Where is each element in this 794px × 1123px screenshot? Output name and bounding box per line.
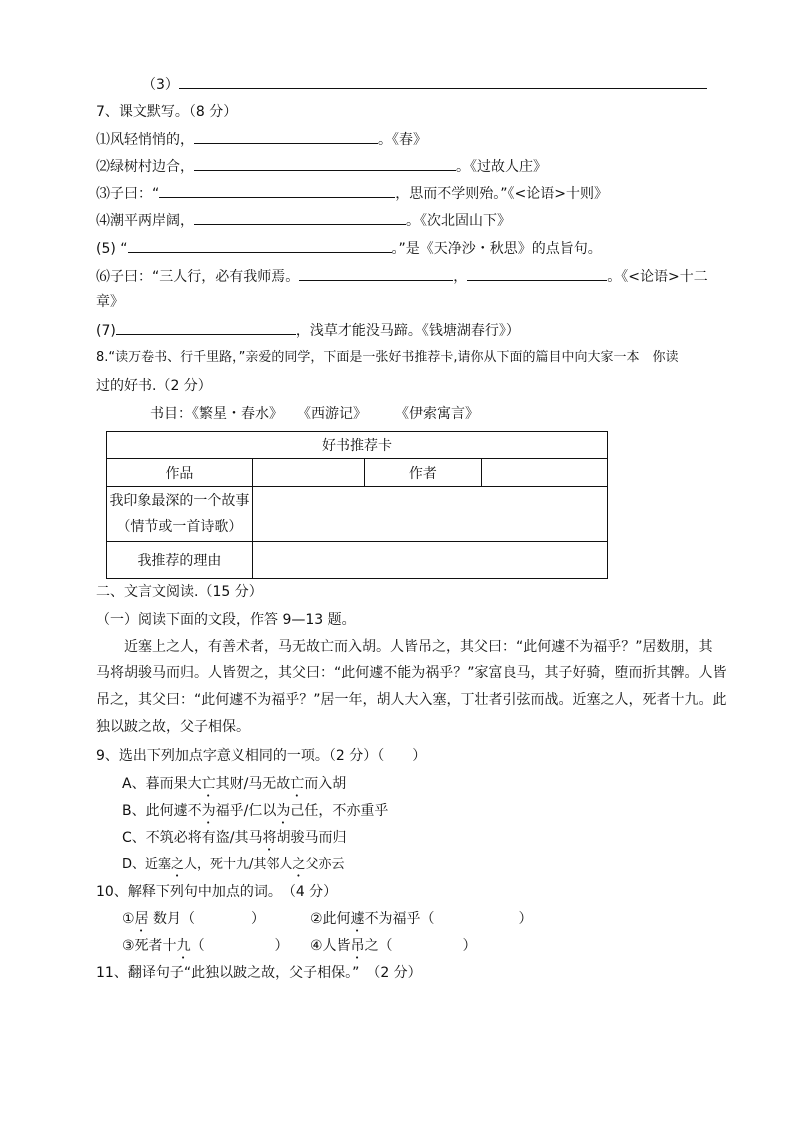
q7-item-4: ⑷潮平两岸阔， 。《次北固山下》 xyxy=(96,210,511,231)
passage-line-4: 独以跛之故，父子相保。 xyxy=(96,719,250,735)
q7-heading: 7、课文默写。（8 分） xyxy=(96,104,238,120)
story-field[interactable] xyxy=(252,487,607,542)
q7-item-1: ⑴风轻悄悄的， 。《春》 xyxy=(96,129,427,150)
work-field[interactable] xyxy=(252,459,364,487)
answer-blank[interactable] xyxy=(116,320,296,335)
answer-blank[interactable] xyxy=(159,183,395,198)
answer-blank[interactable] xyxy=(194,210,406,225)
q7-item-6: ⑹子曰：“三人行，必有我师焉。 ， 。《<论语>十二 xyxy=(96,266,708,287)
answer-blank[interactable] xyxy=(194,156,456,171)
q7-item-7: (7) ，浅草才能没马蹄。《钱塘湖春行》） xyxy=(96,320,520,341)
q10-item-2: ②此何遽不为福乎（ ） xyxy=(310,911,533,927)
q8-books: 书目：《繁星・春水》 《西游记》 《伊索寓言》 xyxy=(150,406,479,422)
answer-blank[interactable] xyxy=(467,266,607,281)
answer-blank[interactable] xyxy=(194,129,378,144)
q7-item-6-cont: 章》 xyxy=(96,294,124,310)
q9-option-a[interactable]: A、暮而果大亡其财/马无故亡而入胡 xyxy=(122,776,347,792)
q6-item-3: （3） xyxy=(142,74,707,95)
q10-heading: 10、解释下列句中加点的词。 （4 分） xyxy=(96,884,338,900)
q7-item-3: ⑶子曰：“ ，思而不学则殆。”《<论语>十则》 xyxy=(96,183,608,204)
section-2-sub: （一）阅读下面的文段，作答 9—13 题。 xyxy=(96,612,356,628)
passage-line-1: 近塞上之人，有善术者，马无故亡而入胡。人皆吊之，其父曰：“此何遽不为福乎？”居数朋，其 xyxy=(124,639,713,655)
passage-line-3: 吊之，其父曰：“此何遽不为福乎？”居一年，胡人大入塞，丁壮者引弦而战。近塞之人，死者十九。此 xyxy=(96,692,727,708)
book-recommendation-card xyxy=(106,431,608,579)
answer-blank[interactable] xyxy=(299,266,453,281)
q10-item-1: ①居 数月（ ） xyxy=(122,911,266,927)
section-2-heading: 二、文言文阅读.（15 分） xyxy=(96,584,263,600)
q10-item-3: ③死者十九（ ） xyxy=(122,938,289,954)
answer-blank[interactable] xyxy=(179,74,707,89)
card-title: 好书推荐卡 xyxy=(107,432,608,459)
q9-heading: 9、选出下列加点字意义相同的一项。（2 分）（ ） xyxy=(96,748,427,764)
q8-line-1: 8.“读万卷书、行千里路，”亲爱的同学，下面是一张好书推荐卡,请你从下面的篇目中向大家一本 你读 xyxy=(96,350,679,365)
reason-field[interactable] xyxy=(252,542,607,579)
author-field[interactable] xyxy=(481,459,607,487)
q7-item-2: ⑵绿树村边合， 。《过故人庄》 xyxy=(96,156,547,177)
story-label: 我印象最深的一个故事 （情节或一首诗歌） xyxy=(107,487,253,542)
author-label: 作者 xyxy=(364,459,481,487)
q9-option-c[interactable]: C、不筑必将有盗/其马将胡骏马而归 xyxy=(122,830,347,846)
reason-label: 我推荐的理由 xyxy=(107,542,253,579)
q7-item-5: (5) “ 。”是《天净沙・秋思》的点旨句。 xyxy=(96,238,602,259)
passage-line-2: 马将胡骏马而归。人皆贺之，其父曰：“此何遽不能为祸乎？”家富良马，其子好骑，堕而折其髀。人皆 xyxy=(96,665,727,681)
q10-item-4: ④人皆吊之（ ） xyxy=(310,938,477,954)
work-label: 作品 xyxy=(107,459,253,487)
q9-option-d[interactable]: D、近塞之人，死十九/其邻人之父亦云 xyxy=(122,857,345,872)
q8-line-2: 过的好书.（2 分） xyxy=(96,378,212,394)
answer-blank[interactable] xyxy=(128,238,392,253)
q9-option-b[interactable]: B、此何遽不为福乎/仁以为己任，不亦重乎 xyxy=(122,803,389,819)
q11-heading: 11、翻译句子“此独以跛之故，父子相保。” （2 分） xyxy=(96,965,422,981)
